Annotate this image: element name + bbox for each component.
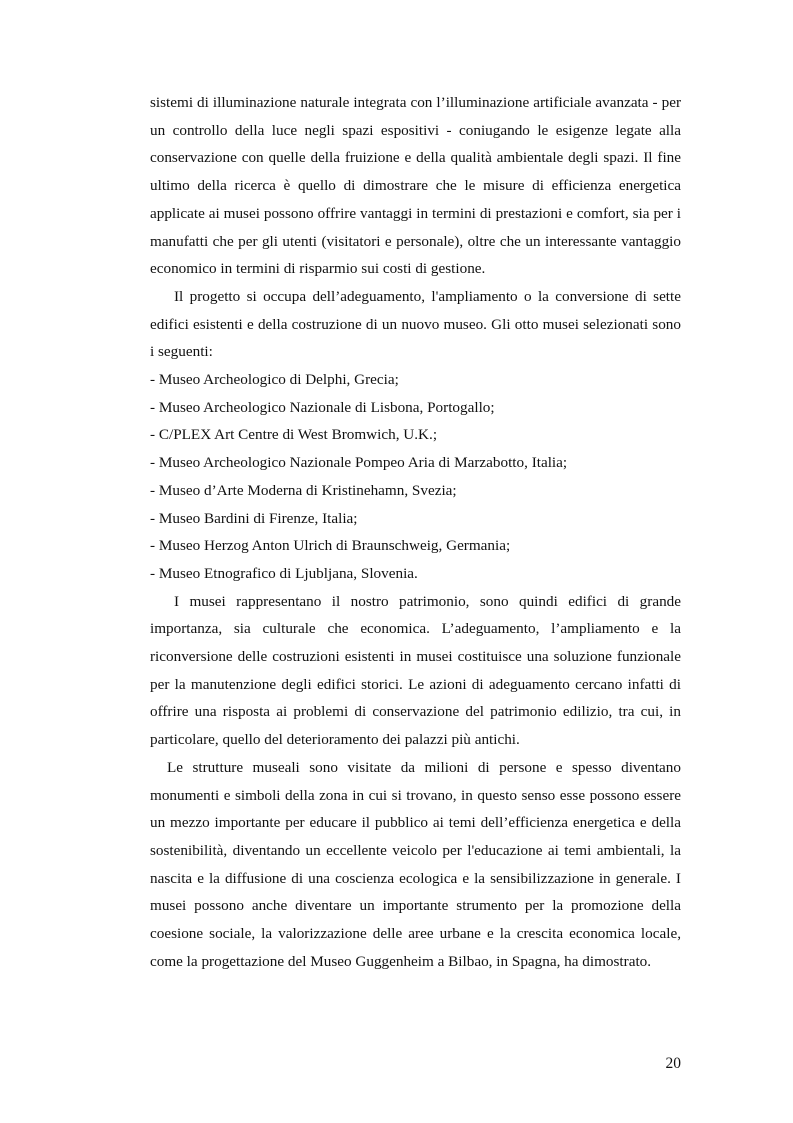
list-item: - Museo Herzog Anton Ulrich di Braunschweig, Germania;: [150, 537, 511, 555]
list-item: - Museo Archeologico di Delphi, Grecia;: [150, 371, 399, 389]
paragraph-heritage: I musei rappresentano il nostro patrimonio, sono quindi edifici di grande importanza, sia culturale che economica. L’adeguamento, l’ampliamento e la riconversione delle costruzioni esistenti in musei costituisce una soluzione funzionale per la manutenzione degli edifici storici. Le azioni di adeguamento cercano infatti di offrire una risposta ai problemi di conservazione del patrimonio edilizio, tra cui, in particolare, quello del deterioramento dei palazzi più antichi.: [150, 592, 681, 749]
paragraph-museum-structures: Le strutture museali sono visitate da milioni di persone e spesso diventano monumenti e simboli della zona in cui si trovano, in questo senso esse possono essere un mezzo importante per educare il pubblico ai temi dell’efficienza energetica e della sostenibilità, diventando un eccellente veicolo per l'educazione ai temi ambientali, la nascita e la diffusione di una coscienza ecologica e la sensibilizzazione in generale. I musei possono anche diventare un importante strumento per la promozione della coesione sociale, la valorizzazione delle aree urbane e la crescita economica locale, come la progettazione del Museo Guggenheim a Bilbao, in Spagna, ha dimostrato.: [150, 758, 681, 970]
paragraph-lighting-systems: sistemi di illuminazione naturale integrata con l’illuminazione artificiale avanzata - per un controllo della luce negli spazi espositivi - coniugando le esigenze legate alla conservazione con quelle della fruizione e della qualità ambientale degli spazi. Il fine ultimo della ricerca è quello di dimostrare che le misure di efficienza energetica applicate ai musei possono offrire vantaggi in termini di prestazioni e comfort, sia per i manufatti che per gli utenti (visitatori e personale), oltre che un interessante vantaggio economico in termini di risparmio sui costi di gestione.: [150, 94, 681, 278]
list-item: - Museo Bardini di Firenze, Italia;: [150, 509, 358, 527]
list-item: - Museo d’Arte Moderna di Kristinehamn, Svezia;: [150, 481, 457, 499]
list-item: - Museo Archeologico Nazionale Pompeo Aria di Marzabotto, Italia;: [150, 454, 568, 472]
list-item: - Museo Etnografico di Ljubljana, Slovenia.: [150, 564, 418, 582]
page-number: 20: [665, 1055, 681, 1072]
list-item: - C/PLEX Art Centre di West Bromwich, U.K.;: [150, 426, 438, 444]
museum-list: [150, 366, 681, 588]
paragraph-project-scope: Il progetto si occupa dell’adeguamento, l'ampliamento o la conversione di sette edifici esistenti e della costruzione di un nuovo museo. Gli otto musei selezionati sono i seguenti:: [150, 287, 681, 361]
page-body: [150, 89, 681, 976]
list-item: - Museo Archeologico Nazionale di Lisbona, Portogallo;: [150, 398, 495, 416]
